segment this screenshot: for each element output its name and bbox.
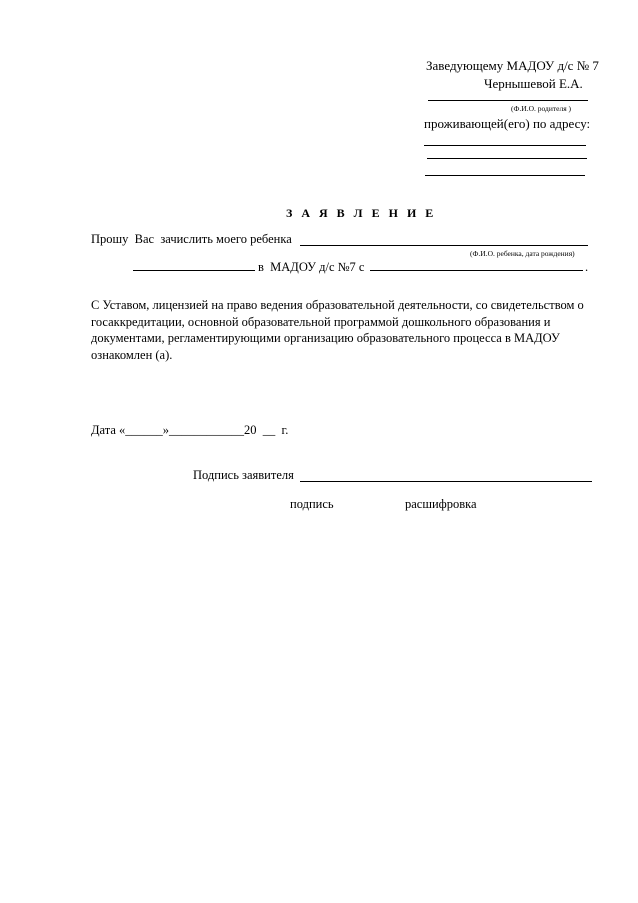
address-line-2 (427, 158, 587, 159)
request-text: Прошу Вас зачислить моего ребенка (91, 232, 292, 246)
decode-caption: расшифровка (405, 497, 477, 511)
signature-line (300, 481, 592, 482)
signature-caption: подпись (290, 497, 334, 511)
acknowledgement-paragraph: С Уставом, лицензией на право ведения образовательной деятельности, со свидетельством о госаккредитации, основной образовательной программой дошкольного образования и документами, регламентирующими организацию образовательного процесса в МАДОУ ознакомлен (а). (91, 298, 584, 362)
date-line: Дата «______»____________20 __ г. (91, 423, 289, 437)
parent-name-line (428, 100, 588, 101)
addressee-line: Заведующему МАДОУ д/с № 7 (426, 58, 599, 73)
start-date-line (370, 270, 583, 271)
child-name-line (300, 245, 588, 246)
address-line-1 (424, 145, 586, 146)
enroll-text: в МАДОУ д/с №7 с (258, 260, 365, 274)
address-label: проживающей(его) по адресу: (424, 116, 591, 131)
parent-caption: (Ф.И.О. родителя ) (511, 104, 572, 113)
addressee-name: Чернышевой Е.А. (484, 76, 583, 91)
address-line-3 (425, 175, 585, 176)
enroll-end: . (585, 260, 589, 274)
child-name-line-2 (133, 270, 255, 271)
child-caption: (Ф.И.О. ребенка, дата рождения) (470, 249, 575, 258)
document-title: З А Я В Л Е Н И Е (286, 206, 437, 220)
signature-label: Подпись заявителя (193, 468, 294, 482)
